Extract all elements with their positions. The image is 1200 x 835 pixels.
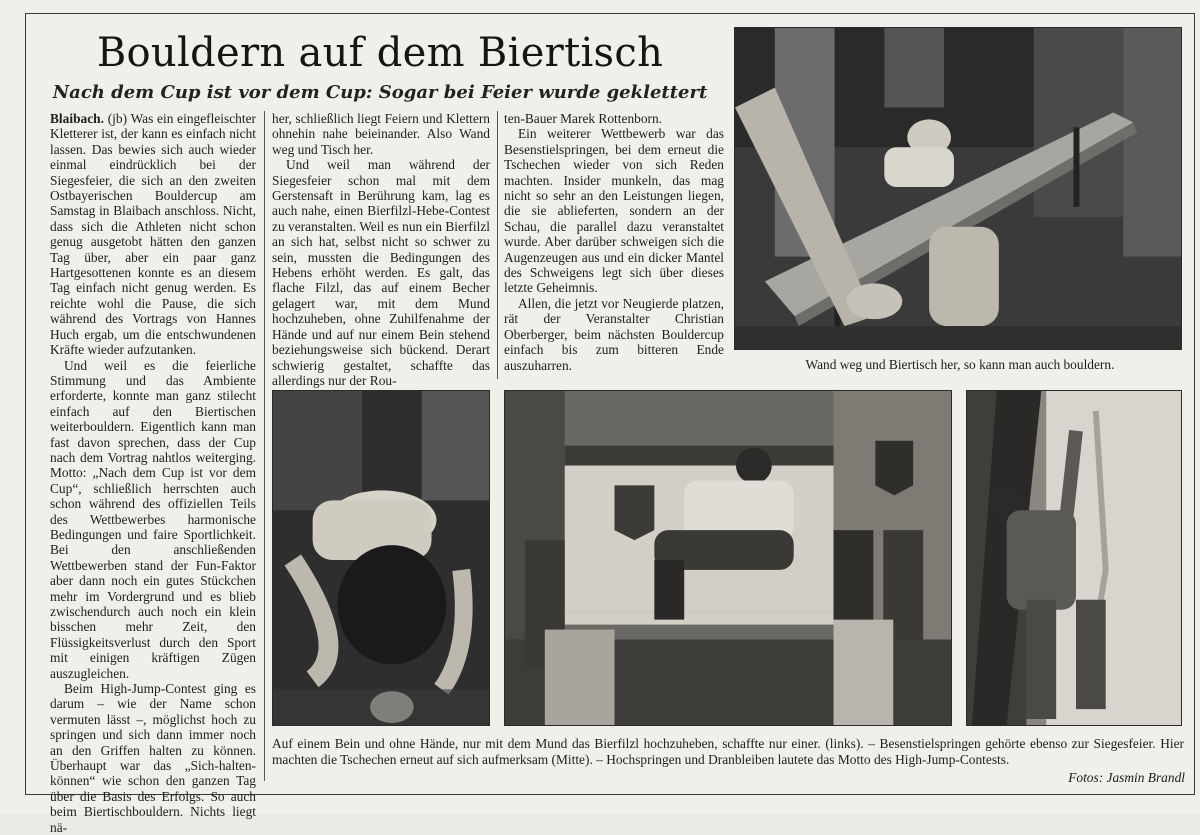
- paragraph: Ein weiterer Wettbewerb war das Besenstielspringen, bei dem erneut die Tschechen wieder von sich Reden machten. Insider munkeln, das mag nicht so sehr an den Leistungen liegen, die sie ablieferten, sondern an der Schau, die parallel dazu veranstaltet wurde. Aber darüber schweigen sich die Augenzeugen aus und ein dicker Mantel des Schweigens legt sich über dieses letzte Geheimnis.: [504, 126, 724, 296]
- paragraph-text: (jb) Was ein eingefleischter Kletterer ist, der kann es einfach nicht lassen. Das bewies sich auch wieder einmal eindrücklich bei der Siegesfeier, die sich an den zweiten Ostbayerischen Bouldercup am Samstag in Blaibach anschloss. Nicht, dass sich die Athleten nicht schon genug ausgetobt hätten den ganzen Tag über, aber ein paar ganz Hartgesottenen konnte es an diesem Tag einfach nicht genug werden. Es reichte wohl die Pause, die sich während des Vortrags von Hannes Huch ergab, um die entschwundenen Kräfte wieder aufzutanken.: [50, 111, 256, 358]
- photo-coaster-lift: [272, 390, 490, 726]
- paragraph: Und weil es die feierliche Stimmung und das Ambiente erforderte, konnte man ganz stilecht einfach auf den Biertischen weiterbouldern. Eigentlich kann man fast davon sprechen, dass der Cup nach dem Vortrag nahtlos weiterging. Motto: „Nach dem Cup ist vor dem Cup“, schließlich herrschten auch schon während des offiziellen Teils des Wettbewerbes harmonische Bedingungen und faire Sportlichkeit. Bei den anschließenden Wettbewerben stand der Fun-Faktor aber dann noch ein gutes Stückchen mehr im Vordergrund und es blieb zwischendurch auch noch ein klein bisschen mehr Zeit, den Flüssigkeitsverlust durch den Sport mit einigen kräftigen Zügen auszugleichen.: [50, 357, 256, 681]
- photo-broomstick-jump-icon: [505, 391, 951, 725]
- photo-table-bouldering-icon: [735, 28, 1181, 349]
- article-column-3: [504, 111, 724, 381]
- photo-credit: Fotos: Jasmin Brandl: [1068, 770, 1185, 785]
- article-column-1: [50, 111, 256, 835]
- dateline: Blaibach.: [50, 111, 104, 126]
- photo-wall-climb: [966, 390, 1182, 726]
- photo-coaster-lift-icon: [273, 391, 489, 725]
- photo-caption-top: Wand weg und Biertisch her, so kann man auch bouldern.: [805, 357, 1115, 372]
- article-column-2: [272, 111, 490, 388]
- subheadline: Nach dem Cup ist vor dem Cup: Sogar bei Feier wurde geklettert: [52, 82, 708, 103]
- paragraph: ten-Bauer Marek Rottenborn.: [504, 111, 663, 126]
- headline: Bouldern auf dem Biertisch: [96, 30, 664, 76]
- photo-table-bouldering: [734, 27, 1182, 350]
- column-rule: [497, 111, 498, 379]
- paragraph: Und weil man während der Siegesfeier schon mal mit dem Gerstensaft in Berührung kam, lag es auch nahe, einen Bierfilzl-Hebe-Contest zu veranstalten. Weil es nun ein Bierfilzl an sich hat, selbst nicht so schwer zu sein, mussten die Bedingungen des Hebens erhöht werden. Es galt, das flache Filzl, das auf einem Becher gelagert war, mit dem Mund hochzuheben, ohne Zuhilfenahme der Hände und auf nur einem Bein stehend beziehungsweise sich bückend. Derart schwierig gestaltet, schaffte das allerdings nur der Rou-: [272, 157, 490, 388]
- paragraph: Beim High-Jump-Contest ging es darum – wie der Name schon vermuten lässt –, möglichst hoch zu springen und sich dann immer noch an den Griffen halten zu können. Überhaupt war das „Sich-halten-können“ wie schon den ganzen Tag über die Basis des Erfolgs. So auch beim Biertischbouldern. Nichts liegt nä-: [50, 681, 256, 835]
- paragraph: Allen, die jetzt vor Neugierde platzen, rät der Veranstalter Christian Oberberger, beim nächsten Bouldercup einfach bis zum bitteren Ende auszuharren.: [504, 295, 724, 373]
- photo-wall-climb-icon: [967, 391, 1181, 725]
- column-rule: [264, 111, 265, 781]
- photo-broomstick-jump: [504, 390, 952, 726]
- paragraph: [50, 111, 256, 358]
- photo-caption-bottom: Auf einem Bein und ohne Hände, nur mit dem Mund das Bierfilzl hochzuheben, schaffte nur einer. (links). – Besenstielspringen gehörte ebenso zur Siegesfeier. Hier machten die Tschechen erneut auf sich aufmerksam (Mitte). – Hochspringen und Dranbleiben lautete das Motto des High-Jump-Contests.: [272, 736, 1184, 767]
- paragraph: her, schließlich liegt Feiern und Klettern ohnehin nahe beieinander. Also Wand weg und Tisch her.: [272, 111, 490, 157]
